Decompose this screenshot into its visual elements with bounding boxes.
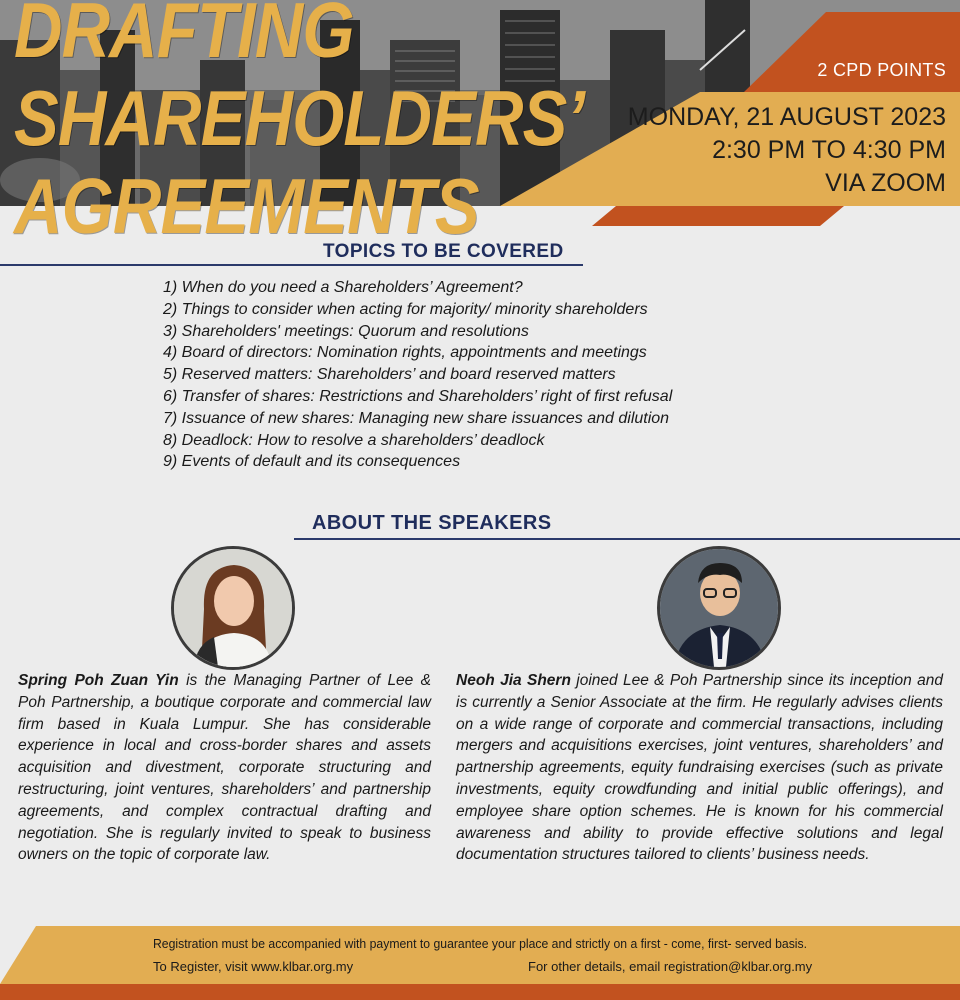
registration-link[interactable]: To Register, visit www.klbar.org.my: [153, 959, 354, 974]
topic-item: 7) Issuance of new shares: Managing new share issuances and dilution: [163, 409, 670, 427]
speaker-1-avatar: [171, 546, 295, 670]
topic-item: 3) Shareholders' meetings: Quorum and resolutions: [163, 322, 529, 340]
topics-list: [163, 277, 672, 473]
topic-item: 5) Reserved matters: Shareholders’ and board reserved matters: [163, 366, 616, 384]
speaker-1-name: Spring Poh Zuan Yin: [18, 672, 179, 689]
registration-footer: [0, 926, 960, 1000]
registration-notice: Registration must be accompanied with payment to guarantee your place and strictly on a first - come, first- served basis.: [152, 936, 808, 951]
speaker-2-bio: [456, 670, 943, 866]
speakers-heading: ABOUT THE SPEAKERS: [312, 512, 552, 534]
speaker-1-bio-text: is the Managing Partner of Lee & Poh Partnership, a boutique corporate and commercial law firm based in Kuala Lumpur. She has considerable experience in local and cross-border shares and assets acquisition and divestment, corporate structuring and restructuring, joint ventures, shareholders’ and partnership agreements, and complex contractual drafting and negotiation. She is regularly invited to speak to business owners on the topic of corporate law.: [18, 672, 431, 864]
speaker-2-bio-text: joined Lee & Poh Partnership since its inception and is currently a Senior Associate at the firm. He regularly advises clients on a wide range of corporate and commercial transactions, including mergers and acquisitions exercises, joint ventures, shareholders’ and partnership agreements, equity fundraising exercises (such as private investments, equity crowdfunding and initial public offerings), and employee share option schemes. He is known for his commercial awareness and ability to provide effective solutions and legal documentation structures tailored to clients’ business needs.: [456, 672, 944, 864]
speaker-2-portrait: [660, 549, 778, 667]
event-title-line2: AGREEMENTS: [14, 162, 479, 250]
speaker-1-portrait: [174, 549, 292, 667]
topic-item: 8) Deadlock: How to resolve a shareholders’ deadlock: [163, 431, 545, 449]
topics-heading: TOPICS TO BE COVERED: [323, 241, 564, 262]
topic-item: 4) Board of directors: Nomination rights, appointments and meetings: [163, 344, 647, 362]
speaker-2-avatar: [657, 546, 781, 670]
event-date: MONDAY, 21 AUGUST 2023: [627, 103, 946, 131]
topic-item: 1) When do you need a Shareholders’ Agreement?: [163, 279, 523, 296]
event-title-line1: DRAFTING SHAREHOLDERS’: [14, 0, 585, 162]
speaker-1-bio: [18, 670, 431, 866]
event-venue: VIA ZOOM: [825, 169, 946, 197]
topic-item: 9) Events of default and its consequences: [163, 453, 461, 471]
topic-item: 6) Transfer of shares: Restrictions and Shareholders’ right of first refusal: [163, 387, 673, 405]
contact-email[interactable]: For other details, email registration@klbar.org.my: [528, 959, 813, 974]
speaker-2-name: Neoh Jia Shern: [456, 672, 571, 689]
event-schedule: [628, 101, 946, 200]
cpd-points: 2 CPD POINTS: [817, 60, 946, 80]
speakers-divider: [294, 538, 960, 540]
topic-item: 2) Things to consider when acting for majority/ minority shareholders: [163, 300, 648, 318]
event-banner: [0, 0, 960, 250]
event-time: 2:30 PM TO 4:30 PM: [712, 136, 946, 164]
event-title: [14, 0, 668, 250]
topics-divider: [0, 264, 583, 266]
